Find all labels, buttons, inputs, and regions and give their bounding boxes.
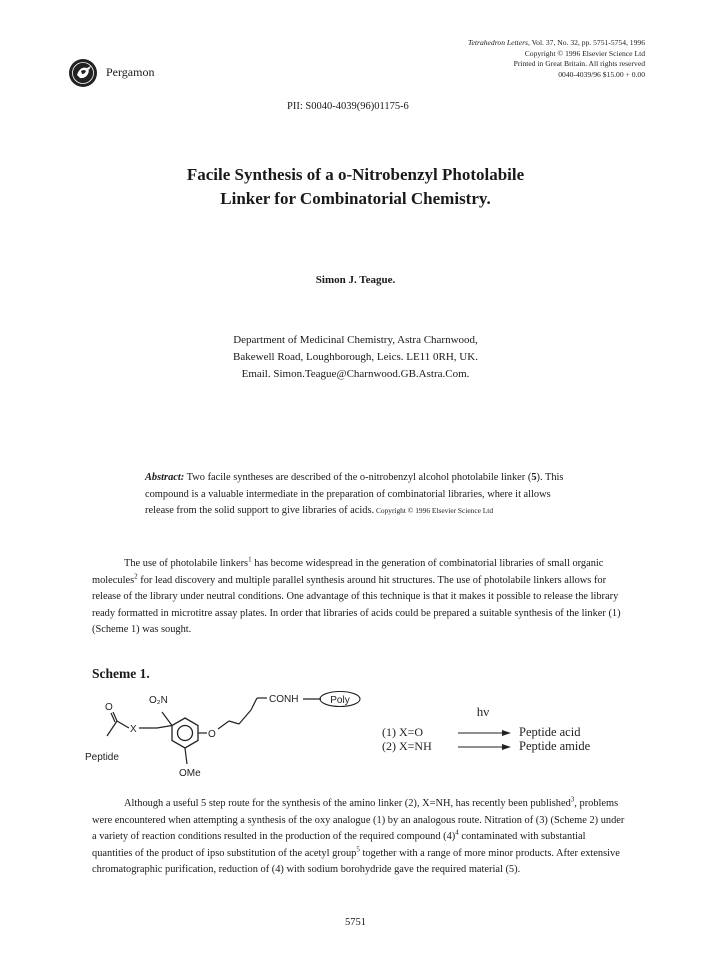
affiliation: Department of Medicinal Chemistry, Astra Charnwood, Bakewell Road, Loughborough, Leics. LE11 0RH, UK. Email. Simon.Teague@Charnwood.GB.Astra.Com. [233,334,478,380]
synthesis-paragraph: Although a useful 5 step route for the synthesis of the amino linker (2), X=NH, has recently been published$^3$, problems were encountered when attempting a synthesis of the oxy analogue (1) by an analogous route. Nitration of (3) (Scheme 2) under a variety of reaction conditions resulted in the production of the required compound $(4)^4$ contaminated with substantial quantities of the product of ipso substitution of the acetyl group$^5$ together with a range of more minor products. After extensive chromatographic purification, reduction of (4) with sodium borohydride gave the required material (5). [92,795,625,876]
pii: PII: S0040-4039(96)01175-6 [287,101,409,112]
peptide-label: Peptide [85,752,119,763]
abstract-copyright: Copyright © 1996 Elsevier Science Ltd [374,506,494,515]
x-label: X [130,724,137,735]
price-line: 0040-4039/96 $15.00 + 0.00 [558,69,645,79]
ref-3: 3 [570,795,575,804]
conh-label: CONH [269,694,299,705]
printed-line: Printed in Great Britain. All rights reserved [513,59,645,69]
ref-2: 2 [134,572,138,581]
row-1-label: (1) X=O [382,725,424,739]
journal-citation: Tetrahedron Letters, Vol. 37, No. 32, pp. 5751-5754, 1996 [468,38,645,47]
product-1-label: Peptide acid [519,725,581,739]
ref-4: 4 [455,828,459,837]
copyright-line: Copyright © 1996 Elsevier Science Ltd [524,48,645,58]
ome-label: OMe [179,768,201,779]
ref-1: 1 [248,555,252,564]
abstract: Abstract: Two facile syntheses are described of the o-nitrobenzyl alcohol photolabile linker (5). This compound is a valuable intermediate in the preparation of combinatorial libraries, where it allows release from the solid support to give libraries of acids. Copyright © 1996 Elsevier Science Ltd [145,472,564,516]
hv-label: hν [476,704,490,719]
poly-label: Poly [330,695,350,706]
product-2-label: Peptide amide [519,739,591,753]
benzene-ring [172,718,198,748]
row-2-label: (2) X=NH [382,739,432,753]
scheme-1-structure [85,688,625,788]
intro-paragraph: The use of photolabile linkers$^1$ has become widespread in the generation of combinatorial libraries of small organic molecules$^2$ for lead discovery and multiple parallel synthesis around hit structures. The use of photolabile linkers allows for release of the library under neutral conditions. One advantage of this technique is that it makes it possible to release the library ready formatted in microtitre assay plates. In order that libraries of acids could be prepared a suitable synthesis of the linker (1) (Scheme 1) was sought. [92,555,621,636]
journal-name: Tetrahedron Letters [468,38,528,47]
carbonyl-o-label: O [105,702,113,713]
page-number: 5751 [345,917,366,928]
reaction-arrows [458,733,505,747]
journal-info [468,38,645,80]
nitro-label: O₂N [149,695,168,706]
paper-title: Facile Synthesis of a o-Nitrobenzyl Photolabile Linker for Combinatorial Chemistry. [186,165,525,208]
ether-o-label: O [208,729,216,740]
pergamon-logo [68,58,98,88]
author: Simon J. Teague. [315,274,396,286]
ref-5: 5 [356,845,360,854]
scheme-label: Scheme 1. [92,666,150,681]
abstract-label: Abstract: [145,472,185,483]
publisher-name: Pergamon [106,65,155,79]
